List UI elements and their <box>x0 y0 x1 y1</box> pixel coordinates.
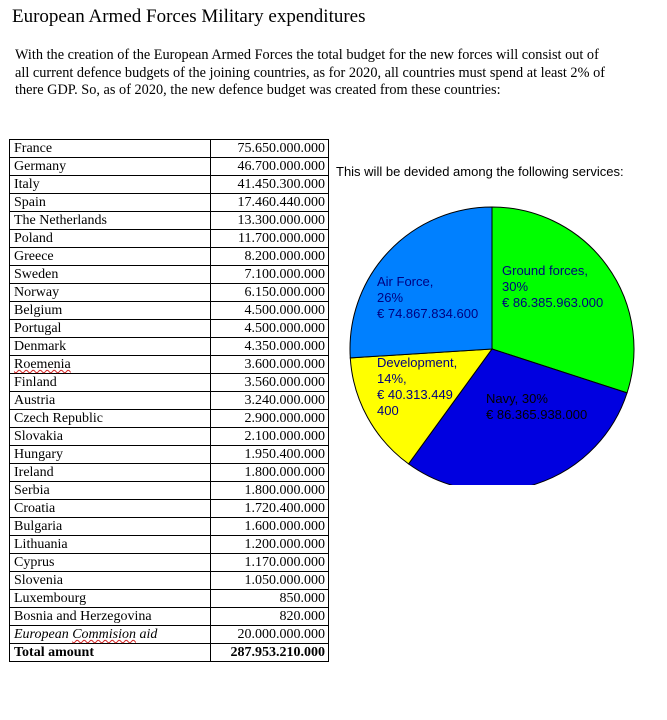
country-row <box>10 302 329 320</box>
intro-paragraph: With the creation of the European Armed Forces the total budget for the new forces will consist out of all current defence budgets of the joining countries, as for 2020, all countries must spend at least 2% of there GDP. So, as of 2020, the new defence budget was created from these countries: <box>15 47 605 98</box>
country-row <box>10 266 329 284</box>
country-name: Poland <box>10 230 211 248</box>
country-row <box>10 284 329 302</box>
country-row <box>10 338 329 356</box>
country-name: Czech Republic <box>10 410 211 428</box>
country-row <box>10 356 329 374</box>
pie-label-line: 14%, <box>377 371 407 386</box>
country-row <box>10 230 329 248</box>
country-amount: 1.720.400.000 <box>211 500 329 518</box>
country-amount: 850.000 <box>211 590 329 608</box>
services-caption: This will be devided among the following services: <box>336 164 624 179</box>
pie-label-line: Ground forces, <box>502 263 588 278</box>
country-amount: 17.460.440.000 <box>211 194 329 212</box>
aid-label-suffix: aid <box>136 627 158 642</box>
country-name: Sweden <box>10 266 211 284</box>
country-amount: 75.650.000.000 <box>211 140 329 158</box>
country-amount: 3.600.000.000 <box>211 356 329 374</box>
country-row <box>10 194 329 212</box>
country-row <box>10 140 329 158</box>
total-label: Total amount <box>10 644 211 662</box>
country-name: Germany <box>10 158 211 176</box>
country-row <box>10 554 329 572</box>
country-name: Cyprus <box>10 554 211 572</box>
pie-label-line: 400 <box>377 403 399 418</box>
country-amount: 4.350.000.000 <box>211 338 329 356</box>
country-name: The Netherlands <box>10 212 211 230</box>
total-row <box>10 644 329 662</box>
country-row <box>10 572 329 590</box>
country-name: Italy <box>10 176 211 194</box>
country-row <box>10 446 329 464</box>
country-amount: 3.240.000.000 <box>211 392 329 410</box>
country-amount: 7.100.000.000 <box>211 266 329 284</box>
pie-label-line: Development, <box>377 355 458 370</box>
country-name: Slovakia <box>10 428 211 446</box>
country-name: Spain <box>10 194 211 212</box>
country-row <box>10 392 329 410</box>
country-amount: 2.900.000.000 <box>211 410 329 428</box>
country-amount: 1.600.000.000 <box>211 518 329 536</box>
country-row <box>10 176 329 194</box>
pie-label-line: € 74.867.834.600 <box>377 306 479 321</box>
pie-label-line: Air Force, <box>377 274 434 289</box>
country-name: Luxembourg <box>10 590 211 608</box>
pie-label-line: Navy, 30% <box>486 391 548 406</box>
country-name: Croatia <box>10 500 211 518</box>
country-name: Norway <box>10 284 211 302</box>
country-name: Bosnia and Herzegovina <box>10 608 211 626</box>
country-amount: 6.150.000.000 <box>211 284 329 302</box>
country-row <box>10 590 329 608</box>
country-amount: 41.450.300.000 <box>211 176 329 194</box>
country-row <box>10 410 329 428</box>
country-row <box>10 482 329 500</box>
country-name: Slovenia <box>10 572 211 590</box>
services-pie-chart <box>340 195 645 485</box>
country-row <box>10 608 329 626</box>
country-name: Belgium <box>10 302 211 320</box>
country-row <box>10 428 329 446</box>
country-amount: 4.500.000.000 <box>211 320 329 338</box>
country-row <box>10 374 329 392</box>
country-amount: 46.700.000.000 <box>211 158 329 176</box>
country-name: Denmark <box>10 338 211 356</box>
aid-label-squiggly: Commision <box>72 627 136 642</box>
country-row <box>10 518 329 536</box>
aid-label <box>10 626 211 644</box>
pie-label-line: € 40.313.449 <box>377 387 453 402</box>
country-name <box>10 356 211 374</box>
country-amount: 3.560.000.000 <box>211 374 329 392</box>
country-amount: 1.800.000.000 <box>211 482 329 500</box>
country-name: Lithuania <box>10 536 211 554</box>
country-row <box>10 320 329 338</box>
country-name: Ireland <box>10 464 211 482</box>
country-row <box>10 248 329 266</box>
country-row <box>10 500 329 518</box>
country-amount: 4.500.000.000 <box>211 302 329 320</box>
country-amount: 820.000 <box>211 608 329 626</box>
country-name: France <box>10 140 211 158</box>
country-row <box>10 158 329 176</box>
country-row <box>10 464 329 482</box>
aid-row <box>10 626 329 644</box>
country-amount: 13.300.000.000 <box>211 212 329 230</box>
country-name: Greece <box>10 248 211 266</box>
country-amount: 1.050.000.000 <box>211 572 329 590</box>
pie-label-line: € 86.365.938.000 <box>486 407 588 422</box>
country-amount: 11.700.000.000 <box>211 230 329 248</box>
country-row <box>10 212 329 230</box>
total-amount: 287.953.210.000 <box>211 644 329 662</box>
document-title: European Armed Forces Military expenditures <box>12 6 366 27</box>
country-amount: 1.800.000.000 <box>211 464 329 482</box>
country-row <box>10 536 329 554</box>
aid-amount: 20.000.000.000 <box>211 626 329 644</box>
country-name: Austria <box>10 392 211 410</box>
country-name: Portugal <box>10 320 211 338</box>
country-amount: 2.100.000.000 <box>211 428 329 446</box>
budget-table-body <box>10 140 329 662</box>
country-amount: 8.200.000.000 <box>211 248 329 266</box>
aid-label-prefix: European <box>14 627 73 642</box>
budget-table <box>9 139 329 662</box>
pie-label-line: 26% <box>377 290 404 305</box>
country-name-text: Roemenia <box>14 357 71 372</box>
country-amount: 1.200.000.000 <box>211 536 329 554</box>
country-name: Hungary <box>10 446 211 464</box>
country-amount: 1.950.400.000 <box>211 446 329 464</box>
country-name: Bulgaria <box>10 518 211 536</box>
pie-label-line: € 86.385.963.000 <box>502 295 604 310</box>
country-name: Serbia <box>10 482 211 500</box>
country-name: Finland <box>10 374 211 392</box>
pie-label-line: 30% <box>502 279 529 294</box>
country-amount: 1.170.000.000 <box>211 554 329 572</box>
